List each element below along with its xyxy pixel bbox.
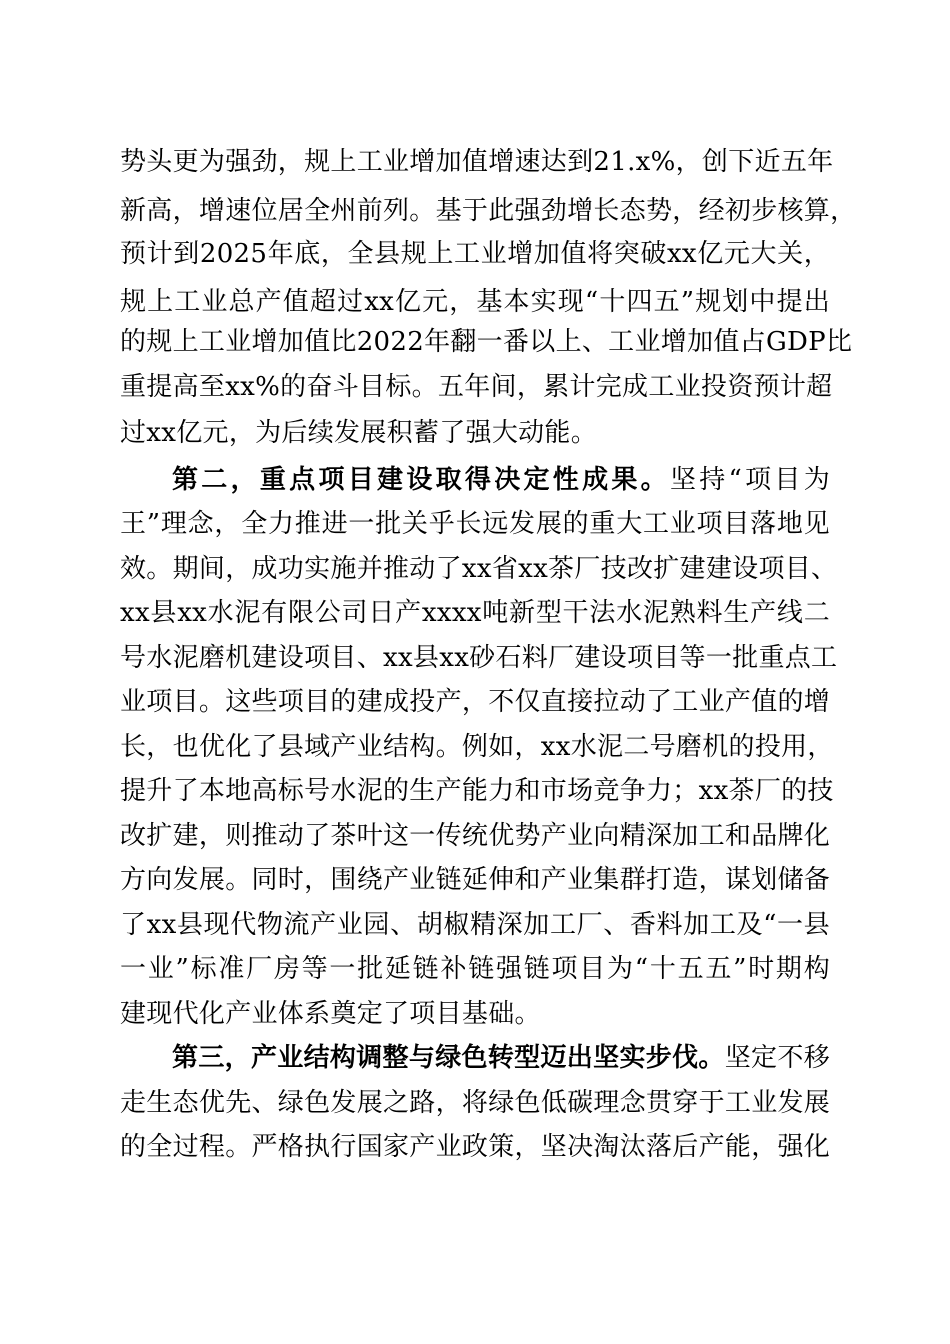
paragraph-1-line-7: 过xx亿元，为后续发展积蓄了强大动能。 [120,418,598,448]
paragraph-2-line-6: 业项目。这些项目的建成投产，不仅直接拉动了工业产值的增 [120,687,831,717]
paragraph-2-line-9: 改扩建，则推动了茶叶这一传统优势产业向精深加工和品牌化 [120,821,831,851]
paragraph-1-line-6: 重提高至xx%的奋斗目标。五年间，累计完成工业投资预计超 [120,372,833,402]
paragraph-3-lead: 第三，产业结构调整与绿色转型迈出坚实步伐。 [172,1043,725,1073]
paragraph-2-line-8: 提升了本地高标号水泥的生产能力和市场竞争力；xx茶厂的技 [120,776,834,806]
paragraph-2-line-4: xx县xx水泥有限公司日产xxxx吨新型干法水泥熟料生产线二 [120,598,830,628]
paragraph-2-line-1 [172,463,830,497]
paragraph-2-line-10: 方向发展。同时，围绕产业链延伸和产业集群打造，谋划储备 [120,865,831,895]
paragraph-1-line-5: 的规上工业增加值比2022年翻一番以上、工业增加值占GDP比 [120,327,853,357]
paragraph-2-lead: 第二，重点项目建设取得决定性成果。 [172,465,670,495]
paragraph-2-line-3: 效。期间，成功实施并推动了xx省xx茶厂技改扩建建设项目、 [120,554,838,584]
paragraph-3-line-1-text: 坚定不移 [724,1043,830,1073]
paragraph-2-line-12: 一业”标准厂房等一批延链补链强链项目为“十五五”时期构 [120,954,830,984]
paragraph-3-line-3: 的全过程。严格执行国家产业政策，坚决淘汰落后产能，强化 [120,1132,831,1162]
paragraph-3-line-1 [172,1041,830,1075]
paragraph-2-line-13: 建现代化产业体系奠定了项目基础。 [120,999,541,1029]
paragraph-2-line-2: 王”理念，全力推进一批关乎长远发展的重大工业项目落地见 [120,509,830,539]
paragraph-2-line-7: 长，也优化了县域产业结构。例如，xx水泥二号磨机的投用， [120,732,834,762]
paragraph-1-line-4: 规上工业总产值超过xx亿元，基本实现“十四五”规划中提出 [120,287,830,317]
paragraph-2-line-5: 号水泥磨机建设项目、xx县xx砂石料厂建设项目等一批重点工 [120,643,838,673]
paragraph-1-line-2: 新高，增速位居全州前列。基于此强劲增长态势，经初步核算， [120,196,857,226]
paragraph-1-line-1: 势头更为强劲，规上工业增加值增速达到21.x%，创下近五年 [120,147,834,177]
paragraph-2-line-11: 了xx县现代物流产业园、胡椒精深加工厂、香料加工及“一县 [120,910,830,940]
paragraph-1-line-3: 预计到2025年底，全县规上工业增加值将突破xx亿元大关， [120,239,830,269]
paragraph-3-line-2: 走生态优先、绿色发展之路，将绿色低碳理念贯穿于工业发展 [120,1088,831,1118]
paragraph-2-line-1-text: 坚持“项目为 [669,465,830,495]
